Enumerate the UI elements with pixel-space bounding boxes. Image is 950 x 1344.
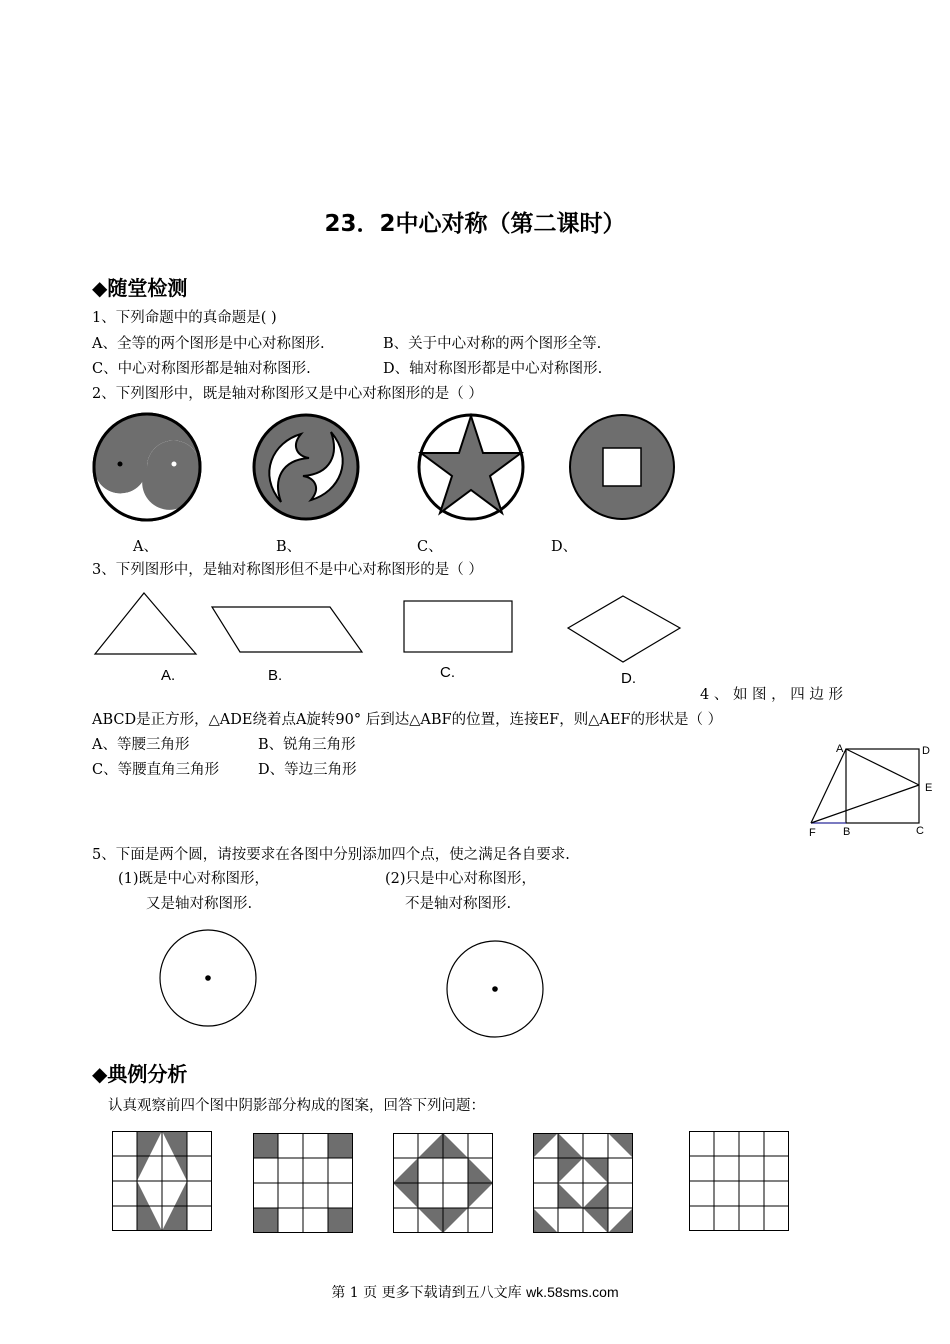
q2-label-a: A、 <box>133 539 158 555</box>
coin-square-hole-icon <box>567 412 677 522</box>
grid-pattern-3 <box>393 1133 493 1233</box>
q5-part2-line2: 不是轴对称图形. <box>405 896 512 912</box>
q2-label-d: D、 <box>551 539 578 555</box>
q5-stem: 5、下面是两个圆，请按要求在各图中分别添加四个点，使之满足各自要求. <box>92 847 570 863</box>
grid-pattern-4 <box>533 1133 633 1233</box>
q4-stem: ABCD是正方形，△ADE绕着点A旋转90° 后到达△ABF的位置，连接EF，则△AEF的形状是（ ） <box>92 712 723 728</box>
q1-option-a: A、全等的两个图形是中心对称图形. <box>92 336 325 352</box>
q4-option-b: B、锐角三角形 <box>258 737 356 753</box>
q2-label-b: B、 <box>276 539 302 555</box>
rectangle-shape <box>402 598 514 656</box>
q3-label-a: A. <box>161 667 176 684</box>
circle-figure-1 <box>158 929 258 1029</box>
point-e-label: E <box>925 782 933 794</box>
q5-part1-line1: (1)既是中心对称图形， <box>118 871 270 887</box>
q2-stem: 2、下列图形中，既是轴对称图形又是中心对称图形的是（ ） <box>92 386 483 402</box>
page-title: 23．2中心对称（第二课时） <box>324 211 626 237</box>
yin-yang-icon <box>92 412 202 522</box>
grid-pattern-blank <box>689 1131 789 1231</box>
q3-label-b: B. <box>268 667 283 684</box>
triangle-shape <box>92 590 202 660</box>
q4-option-c: C、等腰直角三角形 <box>92 762 220 778</box>
footer-text: 第 1 页 更多下载请到五八文库 <box>331 1285 527 1301</box>
point-f-label: F <box>809 827 816 839</box>
point-c-label: C <box>916 825 924 837</box>
page-footer <box>0 1282 950 1302</box>
q3-label-d: D. <box>621 670 636 687</box>
grid-pattern-1 <box>112 1131 212 1231</box>
q1-option-c: C、中心对称图形都是轴对称图形. <box>92 361 311 377</box>
point-a-label: A <box>836 743 844 755</box>
star-in-circle-icon <box>416 412 526 522</box>
q1-option-b: B、关于中心对称的两个图形全等. <box>383 336 602 352</box>
q4-option-a: A、等腰三角形 <box>92 737 190 753</box>
section-heading-examples: ◆典例分析 <box>92 1062 188 1086</box>
q4-lead: 4 、 如 图 ， 四 边 形 <box>700 687 843 703</box>
circle-figure-2 <box>445 939 545 1039</box>
grid-pattern-2 <box>253 1133 353 1233</box>
crescent-pair-icon <box>251 412 361 522</box>
parallelogram-shape <box>210 604 365 656</box>
q2-label-c: C、 <box>417 539 443 555</box>
point-b-label: B <box>843 826 851 838</box>
q1-option-d: D、轴对称图形都是中心对称图形. <box>383 361 603 377</box>
q5-part2-line1: (2)只是中心对称图形， <box>385 871 537 887</box>
example-intro: 认真观察前四个图中阴影部分构成的图案，回答下列问题： <box>108 1098 485 1114</box>
q5-part1-line2: 又是轴对称图形. <box>146 896 253 912</box>
q3-label-c: C. <box>440 664 455 681</box>
square-rotation-figure <box>806 740 936 840</box>
q3-stem: 3、下列图形中，是轴对称图形但不是中心对称图形的是（ ） <box>92 562 483 578</box>
rhombus-shape <box>566 594 682 666</box>
diamond-bullet-icon: ◆ <box>92 1062 108 1086</box>
footer-link[interactable]: wk.58sms.com <box>526 1284 619 1300</box>
point-d-label: D <box>922 745 930 757</box>
diamond-bullet-icon: ◆ <box>92 276 108 300</box>
q4-option-d: D、等边三角形 <box>258 762 357 778</box>
section-heading-practice: ◆随堂检测 <box>92 276 188 300</box>
q1-stem: 1、下列命题中的真命题是( ) <box>92 310 277 326</box>
